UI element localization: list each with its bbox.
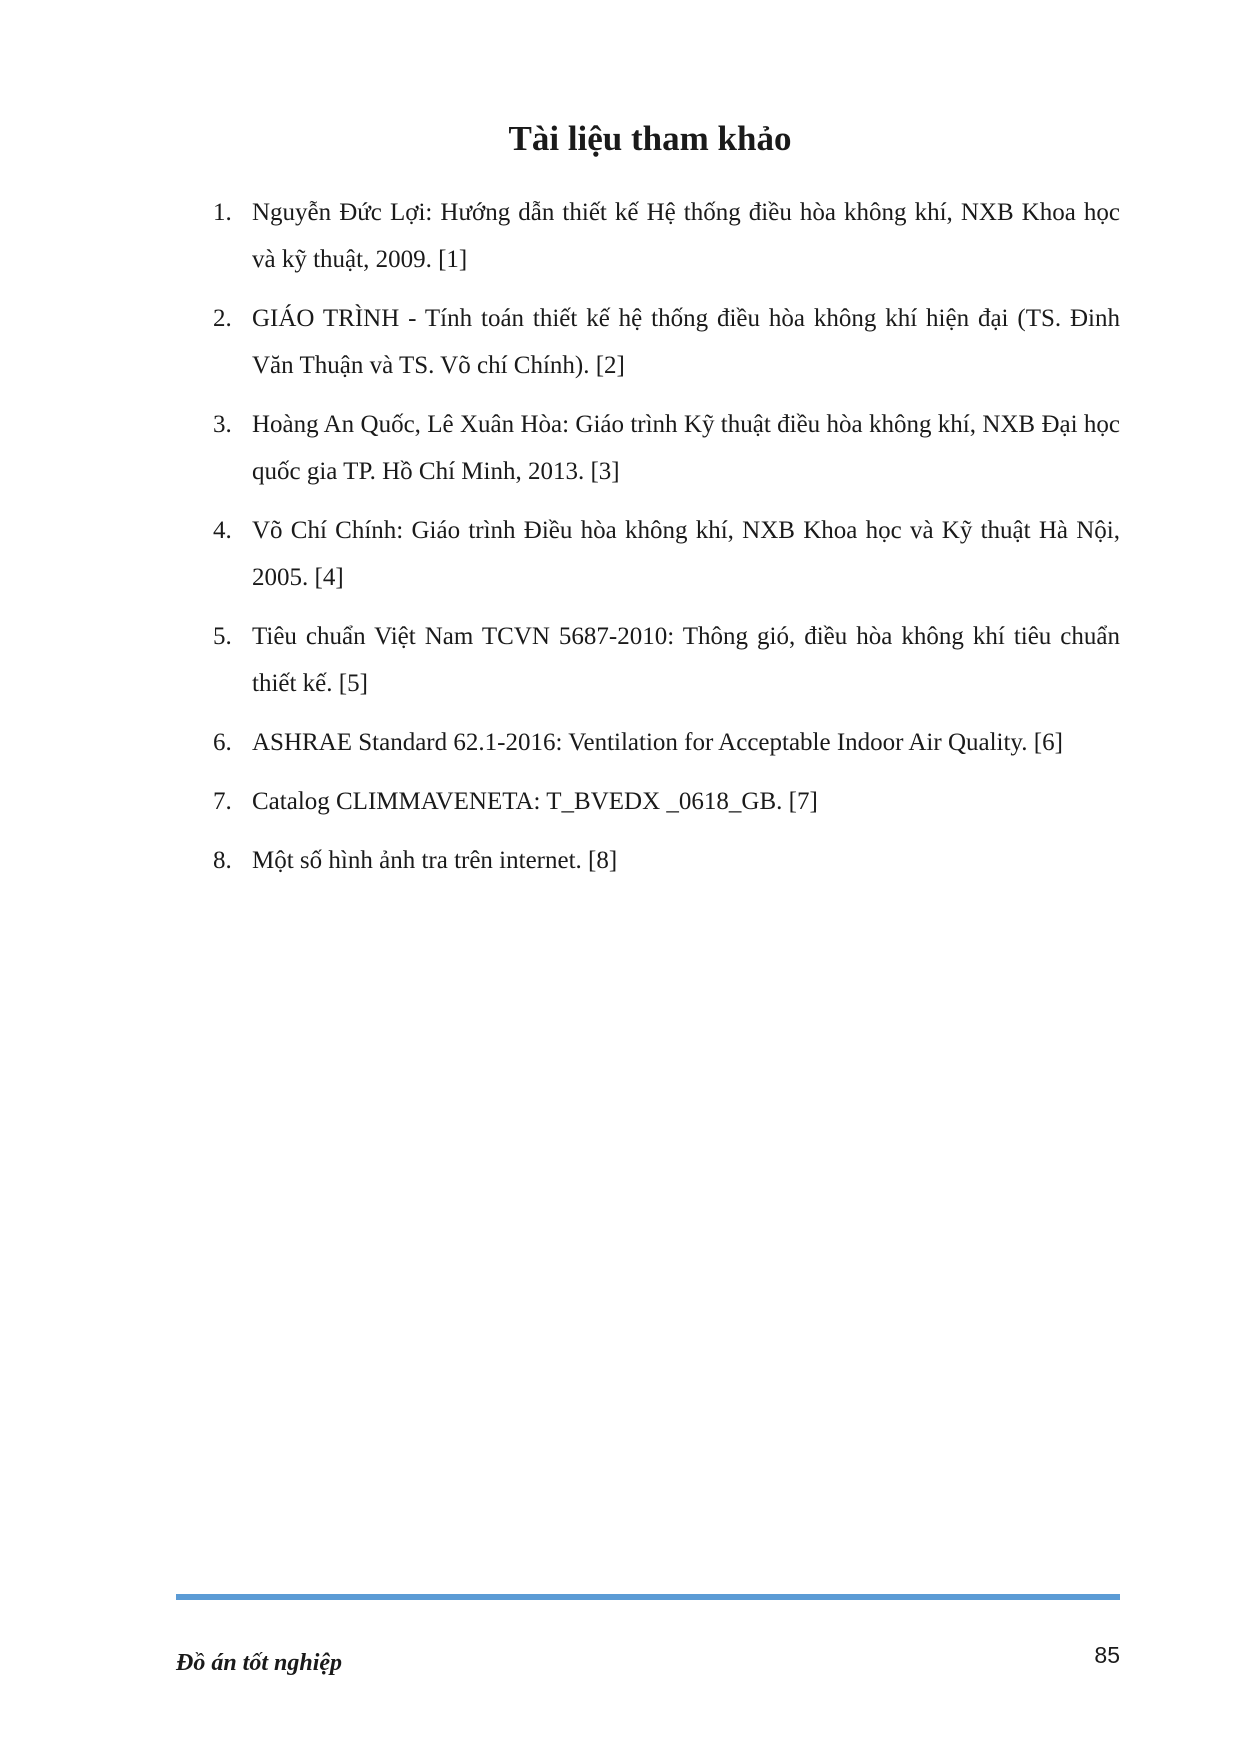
reference-text: Catalog CLIMMAVENETA: T_BVEDX _0618_GB. [7] — [252, 788, 818, 815]
reference-number: 2. — [213, 305, 232, 332]
reference-number: 6. — [213, 729, 232, 756]
reference-item — [213, 295, 1120, 389]
footer-label: Đồ án tốt nghiệp — [176, 1650, 343, 1676]
reference-number: 4. — [213, 517, 232, 544]
reference-text: Tiêu chuẩn Việt Nam TCVN 5687-2010: Thông gió, điều hòa không khí tiêu chuẩn thiết kế. [5] — [252, 623, 1120, 697]
reference-list — [213, 189, 1120, 896]
reference-number: 3. — [213, 411, 232, 438]
reference-item — [213, 719, 1120, 766]
reference-text: Hoàng An Quốc, Lê Xuân Hòa: Giáo trình Kỹ thuật điều hòa không khí, NXB Đại học quốc gia TP. Hồ Chí Minh, 2013. [3] — [252, 411, 1120, 485]
reference-text: Nguyễn Đức Lợi: Hướng dẫn thiết kế Hệ thống điều hòa không khí, NXB Khoa học và kỹ thuật, 2009. [1] — [252, 199, 1120, 273]
reference-item — [213, 401, 1120, 495]
reference-number: 5. — [213, 623, 232, 650]
reference-text: GIÁO TRÌNH - Tính toán thiết kế hệ thống điều hòa không khí hiện đại (TS. Đinh Văn Thuận và TS. Võ chí Chính). [2] — [252, 305, 1120, 379]
reference-item — [213, 189, 1120, 283]
reference-number: 7. — [213, 788, 232, 815]
reference-item — [213, 837, 1120, 884]
reference-item — [213, 507, 1120, 601]
reference-number: 8. — [213, 847, 232, 874]
page-title: Tài liệu tham khảo — [508, 119, 792, 158]
footer-divider — [176, 1594, 1120, 1600]
reference-text: Một số hình ảnh tra trên internet. [8] — [252, 847, 618, 874]
reference-item — [213, 613, 1120, 707]
reference-number: 1. — [213, 199, 232, 226]
page-number: 85 — [1094, 1642, 1120, 1668]
reference-item — [213, 778, 1120, 825]
reference-text: Võ Chí Chính: Giáo trình Điều hòa không khí, NXB Khoa học và Kỹ thuật Hà Nội, 2005. [4] — [252, 517, 1120, 591]
reference-text: ASHRAE Standard 62.1-2016: Ventilation for Acceptable Indoor Air Quality. [6] — [252, 729, 1063, 756]
